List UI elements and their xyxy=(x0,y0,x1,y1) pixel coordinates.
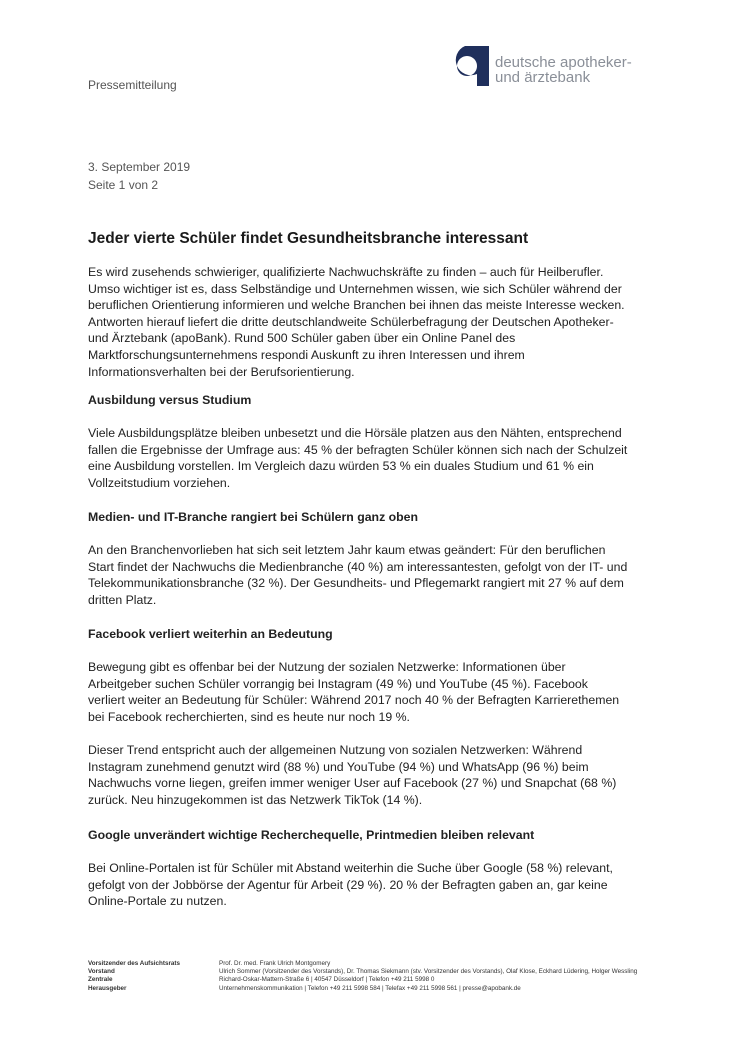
logo-line-2: und ärztebank xyxy=(495,68,591,86)
logo-line-1: deutsche apotheker- xyxy=(495,54,632,71)
section-heading: Medien- und IT-Branche rangiert bei Schülern ganz oben xyxy=(88,510,419,524)
section-paragraph: Bewegung gibt es offenbar bei der Nutzung der sozialen Netzwerke: Informationen über Arbeitgeber suchen Schüler vorrangig bei Instagram (49 %) und YouTube (45 %). Facebook verliert weiter an Bedeutung für Schüler: Während 2017 noch 40 % der Befragten Karrierethemen bei Facebook recherchierten, sind es heute nur noch 19 %. xyxy=(88,660,620,724)
section-heading: Ausbildung versus Studium xyxy=(88,393,252,407)
apobank-logo-icon xyxy=(445,46,489,86)
section-heading: Facebook verliert weiterhin an Bedeutung xyxy=(88,627,333,641)
footer-label: Vorsitzender des Aufsichtsrats xyxy=(88,960,181,967)
logo-text xyxy=(495,56,632,85)
page-title: Jeder vierte Schüler findet Gesundheitsbranche interessant xyxy=(88,230,529,247)
footer-label: Vorstand xyxy=(88,968,115,976)
intro-paragraph: Es wird zusehends schwieriger, qualifizierte Nachwuchskräfte zu finden – auch für Heilberufler. Umso wichtiger ist es, dass Selbständige und Unternehmen wissen, wie sich Schüler während der beruflichen Orientierung informieren und welche Branchen bei ihnen das meiste Interesse wecken. Antworten hierauf liefert die dritte deutschlandweite Schülerbefragung der Deutschen Apotheker- und Ärztebank (apoBank). Rund 500 Schüler gaben über ein Online Panel des Marktforschungsunternehmens respondi Auskunft zu ihren Interessen und ihrem Informationsverhalten bei der Berufsorientierung. xyxy=(88,265,625,379)
footer-value: Prof. Dr. med. Frank Ulrich Montgomery xyxy=(219,960,331,967)
section-paragraph: An den Branchenvorlieben hat sich seit letztem Jahr kaum etwas geändert: Für den beruflichen Start findet der Nachwuchs die Medienbranche (40 %) am interessantesten, gefolgt von der IT- und Telekommunikationsbranche (32 %). Der Gesundheits- und Pflegemarkt rangiert mit 27 % auf dem dritten Platz. xyxy=(88,543,628,607)
section-paragraph: Viele Ausbildungsplätze bleiben unbesetzt und die Hörsäle platzen aus den Nähten, entsprechend fallen die Ergebnisse der Umfrage aus: 45 % der befragten Schüler können sich nach der Schulzeit eine Ausbildung vorstellen. Im Vergleich dazu würden 53 % ein duales Studium und 61 % ein Vollzeitstudium vorziehen. xyxy=(88,426,628,490)
footer-labels xyxy=(88,960,180,993)
section-paragraph: Dieser Trend entspricht auch der allgemeinen Nutzung von sozialen Netzwerken: Während Instagram zunehmend genutzt wird (88 %) und YouTube (94 %) und WhatsApp (96 %) beim Nachwuchs vorne liegen, greifen immer weniger User auf Facebook (27 %) und Snapchat (68 %) zurück. Neu hinzugekommen ist das Netzwerk TikTok (14 %). xyxy=(88,743,617,807)
footer-value: Richard-Oskar-Mattern-Straße 6 | 40547 Düsseldorf | Telefon +49 211 5998 0 xyxy=(219,976,435,984)
footer-value: Ulrich Sommer (Vorsitzender des Vorstands), Dr. Thomas Siekmann (stv. Vorsitzender des Vorstands), Olaf Klose, Eckhard Lüdering, Holger Wessling xyxy=(219,968,638,976)
document-type-label: Pressemitteilung xyxy=(88,78,177,92)
date: 3. September 2019 xyxy=(88,160,191,174)
date-block xyxy=(88,158,190,194)
section-paragraph: Bei Online-Portalen ist für Schüler mit Abstand weiterhin die Suche über Google (58 %) relevant, gefolgt von der Jobbörse der Agentur für Arbeit (29 %). 20 % der Befragten gaben an, gar keine Online-Portale zu nutzen. xyxy=(88,861,613,909)
footer-values xyxy=(219,960,637,993)
footer-label: Herausgeber xyxy=(88,984,127,992)
footer-label: Zentrale xyxy=(88,976,113,984)
section-heading: Google unverändert wichtige Recherchequelle, Printmedien bleiben relevant xyxy=(88,828,535,842)
footer-value: Unternehmenskommunikation | Telefon +49 211 5998 584 | Telefax +49 211 5998 561 | presse@apobank.de xyxy=(219,984,521,992)
page-number: Seite 1 von 2 xyxy=(88,178,159,192)
